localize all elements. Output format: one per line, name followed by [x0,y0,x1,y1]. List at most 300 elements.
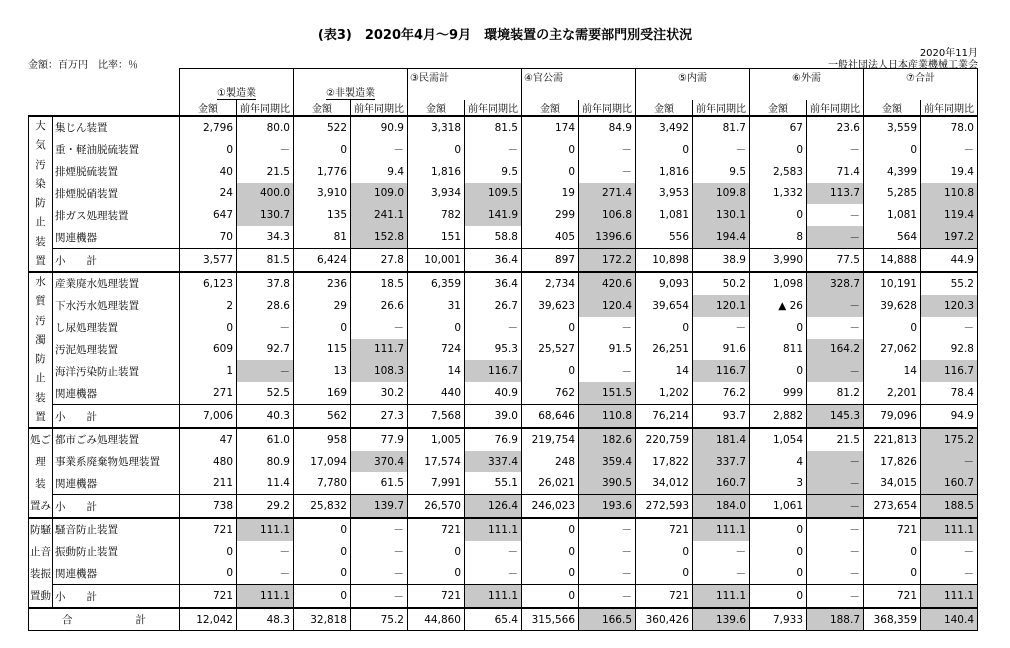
amount-cell: 17,826 [864,451,921,473]
amount-cell: 1,332 [750,183,807,205]
ratio-cell: － [465,139,522,161]
item-label: 関連機器 [53,382,180,404]
amount-cell: 25,527 [522,339,579,361]
header-amount: 金額 [408,100,465,116]
amount-cell: 17,574 [408,451,465,473]
amount-cell: 47 [180,428,237,451]
ratio-cell: － [693,139,750,161]
amount-cell: 236 [294,272,351,295]
ratio-cell: 113.7 [807,183,864,205]
ratio-cell: 141.9 [465,204,522,226]
header-ratio: 前年同期比 [351,100,408,116]
amount-cell: 76,214 [636,405,693,428]
amount-cell: 4 [750,451,807,473]
ratio-cell: 91.5 [579,339,636,361]
amount-cell: 0 [750,585,807,608]
amount-cell: 3,990 [750,249,807,272]
ratio-cell: 18.5 [351,272,408,295]
amount-cell: 1 [180,360,237,382]
item-label: 小 計 [53,495,180,518]
ratio-cell: 110.8 [579,405,636,428]
ratio-cell: 78.4 [921,382,978,404]
unit-label: 金額：百万円 比率：％ [28,60,138,71]
header-domestic: ⑤内需 [636,69,750,85]
ratio-cell: － [921,139,978,161]
header-ratio: 前年同期比 [807,100,864,116]
amount-cell: 221,813 [864,428,921,451]
header-ratio: 前年同期比 [237,100,294,116]
ratio-cell: 44.9 [921,249,978,272]
item-label: 排煙脱硝装置 [53,183,180,205]
ratio-cell: 188.5 [921,495,978,518]
amount-cell: 0 [522,585,579,608]
ratio-cell: 90.9 [351,116,408,139]
ratio-cell: 92.8 [921,339,978,361]
amount-cell: 0 [750,562,807,584]
ratio-cell: 184.0 [693,495,750,518]
category-label: 大 気 汚 染 防 止 装 置 [29,116,53,272]
ratio-cell: － [351,541,408,563]
amount-cell: 0 [408,562,465,584]
ratio-cell: 116.7 [693,360,750,382]
amount-cell: 721 [864,518,921,541]
amount-cell: 248 [522,451,579,473]
total-row [29,608,978,631]
amount-cell: 0 [522,541,579,563]
amount-cell: 0 [294,541,351,563]
header-amount: 金額 [864,100,921,116]
amount-cell: 0 [750,317,807,339]
ratio-cell: 19.4 [921,161,978,183]
ratio-cell: 27.8 [351,249,408,272]
ratio-cell: 61.5 [351,472,408,494]
amount-cell: 0 [180,562,237,584]
ratio-cell: 145.3 [807,405,864,428]
amount-cell: 32,818 [294,608,351,631]
amount-cell: 3,577 [180,249,237,272]
amount-cell: 721 [180,585,237,608]
amount-cell: 1,081 [864,204,921,226]
ratio-cell: 120.3 [921,295,978,317]
ratio-cell: 188.7 [807,608,864,631]
ratio-cell: － [921,451,978,473]
table-row [29,585,978,608]
item-label: 排煙脱硫装置 [53,161,180,183]
amount-cell: 17,822 [636,451,693,473]
header-amount: 金額 [294,100,351,116]
amount-cell: 1,005 [408,428,465,451]
ratio-cell: 120.4 [579,295,636,317]
ratio-cell: 21.5 [807,428,864,451]
amount-cell: 24 [180,183,237,205]
table-row [29,405,978,428]
amount-cell: 721 [180,518,237,541]
amount-cell: 782 [408,204,465,226]
amount-cell: 8 [750,226,807,248]
amount-cell: 67 [750,116,807,139]
ratio-cell: 160.7 [693,472,750,494]
header-ratio: 前年同期比 [579,100,636,116]
ratio-cell: － [579,585,636,608]
amount-cell: 1,816 [636,161,693,183]
amount-cell: 522 [294,116,351,139]
amount-cell: 0 [522,360,579,382]
ratio-cell: 140.4 [921,608,978,631]
amount-cell: 0 [180,541,237,563]
amount-cell: 31 [408,295,465,317]
amount-cell: 174 [522,116,579,139]
amount-cell: 0 [864,139,921,161]
ratio-cell: － [465,541,522,563]
amount-cell: 0 [294,585,351,608]
amount-cell: 647 [180,204,237,226]
amount-cell: 1,202 [636,382,693,404]
ratio-cell: － [807,451,864,473]
ratio-cell: 9.4 [351,161,408,183]
amount-cell: 721 [636,585,693,608]
table-row [29,139,978,161]
amount-cell: 3,559 [864,116,921,139]
header-overseas: ⑥外需 [750,69,864,85]
amount-cell: 440 [408,382,465,404]
amount-cell: 2,583 [750,161,807,183]
amount-cell: 135 [294,204,351,226]
header-blank [29,100,180,116]
amount-cell: 360,426 [636,608,693,631]
item-label: 海洋汚染防止装置 [53,360,180,382]
ratio-cell: 152.8 [351,226,408,248]
item-label: 関連機器 [53,562,180,584]
amount-cell: 0 [522,161,579,183]
ratio-cell: 52.5 [237,382,294,404]
ratio-cell: 110.8 [921,183,978,205]
amount-cell: 0 [522,139,579,161]
ratio-cell: 111.1 [693,518,750,541]
ratio-cell: 172.2 [579,249,636,272]
ratio-cell: 271.4 [579,183,636,205]
ratio-cell: 29.2 [237,495,294,518]
table-row [29,272,978,295]
ratio-cell: 175.2 [921,428,978,451]
ratio-cell: 93.7 [693,405,750,428]
item-label: 小 計 [53,405,180,428]
amount-cell: 0 [294,518,351,541]
amount-cell: 2 [180,295,237,317]
ratio-cell: － [807,139,864,161]
amount-cell: 0 [750,360,807,382]
table-row [29,360,978,382]
amount-cell: 14 [636,360,693,382]
table-row [29,226,978,248]
ratio-cell: 27.3 [351,405,408,428]
header-ratio: 前年同期比 [693,100,750,116]
ratio-cell: 111.1 [465,518,522,541]
ratio-cell: － [807,360,864,382]
ratio-cell: 36.4 [465,249,522,272]
amount-cell: 27,062 [864,339,921,361]
item-label: 産業廃水処理装置 [53,272,180,295]
item-label: 汚泥処理装置 [53,339,180,361]
item-label: し尿処理装置 [53,317,180,339]
ratio-cell: 77.9 [351,428,408,451]
table-row [29,204,978,226]
amount-cell: 1,054 [750,428,807,451]
table-row [29,518,978,541]
amount-cell: 0 [294,317,351,339]
ratio-cell: － [807,317,864,339]
table-row [29,451,978,473]
amount-cell: 0 [180,139,237,161]
amount-cell: 762 [522,382,579,404]
amount-cell: 1,081 [636,204,693,226]
amount-cell: 721 [408,585,465,608]
amount-cell: 26,570 [408,495,465,518]
ratio-cell: － [807,585,864,608]
amount-cell: 1,776 [294,161,351,183]
ratio-cell: － [465,562,522,584]
amount-cell: 68,646 [522,405,579,428]
ratio-cell: 81.5 [465,116,522,139]
amount-cell: 3,492 [636,116,693,139]
amount-cell: 897 [522,249,579,272]
amount-cell: 7,568 [408,405,465,428]
ratio-cell: 50.2 [693,272,750,295]
amount-cell: 0 [522,518,579,541]
item-label: 集じん装置 [53,116,180,139]
ratio-cell: － [579,317,636,339]
ratio-cell: － [807,226,864,248]
item-label: 排ガス処理装置 [53,204,180,226]
ratio-cell: 130.7 [237,204,294,226]
ratio-cell: 116.7 [465,360,522,382]
ratio-cell: 81.5 [237,249,294,272]
amount-cell: 10,898 [636,249,693,272]
ratio-cell: 76.2 [693,382,750,404]
ratio-cell: － [807,204,864,226]
amount-cell: 0 [636,562,693,584]
amount-cell: 10,001 [408,249,465,272]
ratio-cell: 21.5 [237,161,294,183]
item-label: 小 計 [53,249,180,272]
organization-name: 一般社団法人日本産業機械工業会 [828,60,978,71]
ratio-cell: － [807,541,864,563]
amount-cell: 724 [408,339,465,361]
ratio-cell: 197.2 [921,226,978,248]
ratio-cell: 111.1 [237,518,294,541]
ratio-cell: － [351,585,408,608]
header-amount: 金額 [522,100,579,116]
ratio-cell: 182.6 [579,428,636,451]
header-manufacturing: ①製造業 [217,84,256,100]
amount-cell: 39,654 [636,295,693,317]
amount-cell: 1,098 [750,272,807,295]
table-row [29,541,978,563]
ratio-cell: － [921,317,978,339]
ratio-cell: 77.5 [807,249,864,272]
amount-cell: 811 [750,339,807,361]
ratio-cell: 81.2 [807,382,864,404]
ratio-cell: 38.9 [693,249,750,272]
amount-cell: 0 [864,541,921,563]
ratio-cell: － [237,360,294,382]
ratio-cell: 111.1 [465,585,522,608]
amount-cell: 958 [294,428,351,451]
ratio-cell: 80.9 [237,451,294,473]
amount-cell: 26,251 [636,339,693,361]
amount-cell: 0 [750,541,807,563]
ratio-cell: － [807,472,864,494]
amount-cell: 721 [864,585,921,608]
header-amount: 金額 [180,100,237,116]
item-label: 都市ごみ処理装置 [53,428,180,451]
table-row [29,382,978,404]
report-date: 2020年11月 [919,48,978,59]
amount-cell: 81 [294,226,351,248]
amount-cell: 9,093 [636,272,693,295]
ratio-cell: 61.0 [237,428,294,451]
category-label: 水 質 汚 濁 防 止 装 置 [29,272,53,428]
amount-cell: 1,061 [750,495,807,518]
ratio-cell: 75.2 [351,608,408,631]
ratio-cell: － [579,518,636,541]
amount-cell: 480 [180,451,237,473]
table-row [29,495,978,518]
ratio-cell: 111.1 [921,585,978,608]
amount-cell: 7,991 [408,472,465,494]
ratio-cell: 420.6 [579,272,636,295]
amount-cell: 6,359 [408,272,465,295]
amount-cell: 405 [522,226,579,248]
item-label: 事業系廃棄物処理装置 [53,451,180,473]
ratio-cell: 80.0 [237,116,294,139]
ratio-cell: 106.8 [579,204,636,226]
amount-cell: 39,628 [864,295,921,317]
ratio-cell: 30.2 [351,382,408,404]
ratio-cell: 55.2 [921,272,978,295]
amount-cell: 19 [522,183,579,205]
ratio-cell: － [237,541,294,563]
orders-table [28,68,978,631]
ratio-cell: 130.1 [693,204,750,226]
amount-cell: 0 [636,139,693,161]
amount-cell: 6,424 [294,249,351,272]
ratio-cell: 40.9 [465,382,522,404]
amount-cell: 14 [864,360,921,382]
ratio-cell: － [579,562,636,584]
item-label: 関連機器 [53,226,180,248]
ratio-cell: － [579,541,636,563]
amount-cell: 4,399 [864,161,921,183]
amount-cell: 34,015 [864,472,921,494]
amount-cell: 3,934 [408,183,465,205]
amount-cell: 562 [294,405,351,428]
amount-cell: 272,593 [636,495,693,518]
ratio-cell: － [693,541,750,563]
amount-cell: 115 [294,339,351,361]
table-row [29,183,978,205]
ratio-cell: 9.5 [693,161,750,183]
ratio-cell: 95.3 [465,339,522,361]
ratio-cell: － [921,541,978,563]
ratio-cell: 126.4 [465,495,522,518]
ratio-cell: 193.6 [579,495,636,518]
header-amount: 金額 [750,100,807,116]
amount-cell: 14 [408,360,465,382]
ratio-cell: － [465,317,522,339]
ratio-cell: 166.5 [579,608,636,631]
ratio-cell: － [807,562,864,584]
ratio-cell: － [579,360,636,382]
category-label: 処ご 理 装 置み [29,428,53,518]
amount-cell: 6,123 [180,272,237,295]
ratio-cell: 241.1 [351,204,408,226]
amount-cell: 721 [636,518,693,541]
amount-cell: 1,816 [408,161,465,183]
ratio-cell: 55.1 [465,472,522,494]
amount-cell: 0 [294,562,351,584]
ratio-cell: 91.6 [693,339,750,361]
ratio-cell: － [579,139,636,161]
amount-cell: 0 [750,204,807,226]
category-label: 防騒 止音 装振 置動 [29,518,53,608]
amount-cell: 0 [750,518,807,541]
amount-cell: 40 [180,161,237,183]
table-row [29,317,978,339]
amount-cell: 368,359 [864,608,921,631]
ratio-cell: 26.7 [465,295,522,317]
ratio-cell: 36.4 [465,272,522,295]
ratio-cell: 359.4 [579,451,636,473]
ratio-cell: － [807,518,864,541]
amount-cell: 0 [750,139,807,161]
ratio-cell: 111.1 [693,585,750,608]
ratio-cell: － [921,562,978,584]
amount-cell: 2,796 [180,116,237,139]
page-title: (表3) 2020年4月～9月 環境装置の主な需要部門別受注状況 [317,28,693,43]
ratio-cell: － [693,562,750,584]
amount-cell: 5,285 [864,183,921,205]
ratio-cell: 328.7 [807,272,864,295]
header-private-total: ③民需計 [408,69,522,85]
amount-cell: 0 [294,139,351,161]
ratio-cell: 194.4 [693,226,750,248]
table-row [29,161,978,183]
item-label: 振動防止装置 [53,541,180,563]
amount-cell: ▲ 26 [750,295,807,317]
item-label: 下水汚水処理装置 [53,295,180,317]
amount-cell: 246,023 [522,495,579,518]
amount-cell: 609 [180,339,237,361]
amount-cell: 3,953 [636,183,693,205]
amount-cell: 26,021 [522,472,579,494]
amount-cell: 999 [750,382,807,404]
amount-cell: 39,623 [522,295,579,317]
table-row [29,249,978,272]
header-ratio: 前年同期比 [921,100,978,116]
ratio-cell: － [807,295,864,317]
amount-cell: 12,042 [180,608,237,631]
ratio-cell: 109.5 [465,183,522,205]
ratio-cell: 84.9 [579,116,636,139]
amount-cell: 0 [408,317,465,339]
ratio-cell: 337.4 [465,451,522,473]
amount-cell: 721 [408,518,465,541]
amount-cell: 2,201 [864,382,921,404]
header-amount: 金額 [636,100,693,116]
amount-cell: 3,910 [294,183,351,205]
amount-cell: 17,094 [294,451,351,473]
ratio-cell: － [579,161,636,183]
